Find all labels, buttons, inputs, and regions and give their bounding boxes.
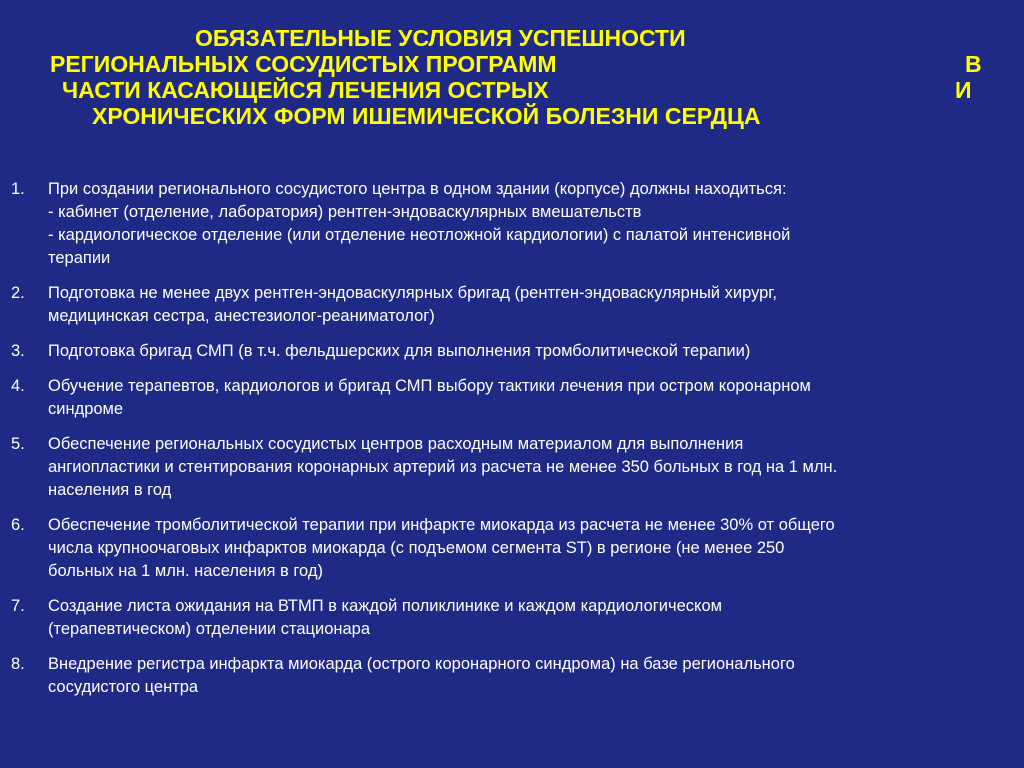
conditions-list bbox=[0, 178, 1024, 711]
list-item-number: 7. bbox=[11, 597, 25, 615]
list-item bbox=[0, 653, 998, 699]
title-line-2-right: В bbox=[965, 51, 982, 77]
list-item-number: 2. bbox=[11, 284, 25, 302]
list-item-number: 5. bbox=[11, 435, 25, 453]
slide-title bbox=[0, 0, 1024, 140]
list-item bbox=[0, 178, 998, 270]
list-item bbox=[0, 282, 998, 328]
list-item-text: больных на 1 млн. населения в год) bbox=[48, 562, 323, 580]
list-item-text: - кардиологическое отделение (или отделение неотложной кардиологии) с палатой интенсивной bbox=[48, 226, 791, 244]
list-item-text: Обеспечение тромболитической терапии при инфаркте миокарда из расчета не менее 30% от общего bbox=[48, 516, 835, 534]
list-item-text: Обеспечение региональных сосудистых центров расходным материалом для выполнения bbox=[48, 435, 744, 453]
list-item-text: терапии bbox=[48, 249, 111, 267]
list-item-text: При создании регионального сосудистого центра в одном здании (корпусе) должны находиться: bbox=[48, 180, 787, 198]
list-item-text: (терапевтическом) отделении стационара bbox=[48, 620, 371, 638]
list-item-number: 4. bbox=[11, 377, 25, 395]
list-item-text: Обучение терапевтов, кардиологов и бригад СМП выбору тактики лечения при остром коронарном bbox=[48, 377, 811, 395]
list-item bbox=[0, 375, 998, 421]
title-line-2-left: РЕГИОНАЛЬНЫХ СОСУДИСТЫХ ПРОГРАММ bbox=[50, 51, 557, 77]
list-item bbox=[0, 595, 998, 641]
list-item bbox=[0, 340, 998, 363]
list-item-text: Внедрение регистра инфаркта миокарда (острого коронарного синдрома) на базе регионального bbox=[48, 655, 795, 673]
title-line-3-left: ЧАСТИ КАСАЮЩЕЙСЯ ЛЕЧЕНИЯ ОСТРЫХ bbox=[62, 77, 549, 103]
list-item-text: Создание листа ожидания на ВТМП в каждой поликлинике и каждом кардиологическом bbox=[48, 597, 722, 615]
title-line-1: ОБЯЗАТЕЛЬНЫЕ УСЛОВИЯ УСПЕШНОСТИ bbox=[195, 25, 686, 51]
list-item bbox=[0, 514, 998, 583]
list-item bbox=[0, 433, 998, 502]
list-item-text: - кабинет (отделение, лаборатория) рентген-эндоваскулярных вмешательств bbox=[48, 203, 642, 221]
list-item-text: Подготовка не менее двух рентген-эндоваскулярных бригад (рентген-эндоваскулярный хирург, bbox=[48, 284, 777, 302]
list-item-number: 8. bbox=[11, 655, 25, 673]
list-item-text: числа крупноочаговых инфарктов миокарда (с подъемом сегмента ST) в регионе (не менее 250 bbox=[48, 539, 785, 557]
list-item-text: ангиопластики и стентирования коронарных артерий из расчета не менее 350 больных в год на 1 млн. bbox=[48, 458, 838, 476]
list-item-text: синдроме bbox=[48, 400, 124, 418]
title-line-3-right: И bbox=[955, 77, 972, 103]
list-item-text: медицинская сестра, анестезиолог-реаниматолог) bbox=[48, 307, 435, 325]
list-item-number: 1. bbox=[11, 180, 25, 198]
list-item-text: населения в год bbox=[48, 481, 172, 499]
list-item-number: 3. bbox=[11, 342, 25, 360]
list-item-number: 6. bbox=[11, 516, 25, 534]
list-item-text: Подготовка бригад СМП (в т.ч. фельдшерских для выполнения тромболитической терапии) bbox=[48, 342, 751, 360]
list-item-text: сосудистого центра bbox=[48, 678, 199, 696]
title-line-4: ХРОНИЧЕСКИХ ФОРМ ИШЕМИЧЕСКОЙ БОЛЕЗНИ СЕРДЦА bbox=[92, 103, 761, 129]
